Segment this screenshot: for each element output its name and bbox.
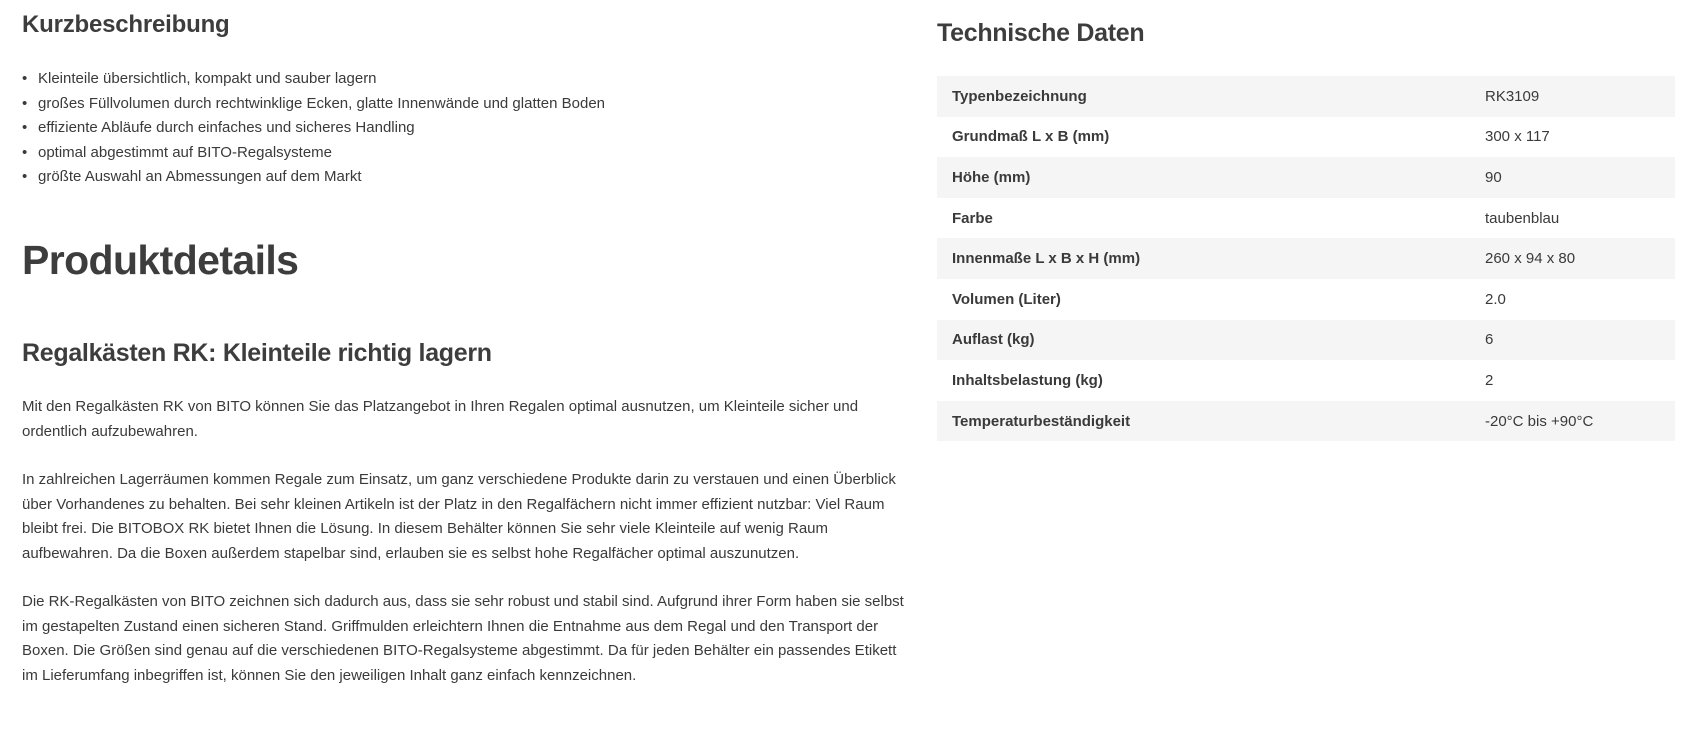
product-details-subheading: Regalkästen RK: Kleinteile richtig lagern	[22, 339, 492, 367]
spec-value: 6	[1470, 320, 1675, 361]
description-paragraph: In zahlreichen Lagerräumen kommen Regale zum Einsatz, um ganz verschiedene Produkte darin zu verstauen und einen Überblick über Vorhandenes zu behalten. Bei sehr kleinen Artikeln ist der Platz in den Regalfächern nicht immer effizient nutzbar: Viel Raum bleibt frei. Die BITOBOX RK bietet Ihnen die Lösung. In diesem Behälter können Sie sehr viele Kleinteile auf wenig Raum aufbewahren. Da die Boxen außerdem stapelbar sind, erlauben sie es selbst hohe Regalfächer optimal auszunutzen.	[22, 471, 896, 562]
bullet-icon: •	[22, 119, 28, 136]
spec-value: 90	[1470, 157, 1675, 198]
spec-value: 260 x 94 x 80	[1470, 238, 1675, 279]
bullet-icon: •	[22, 168, 28, 185]
spec-label: Typenbezeichnung	[937, 76, 1470, 117]
spec-label: Temperaturbeständigkeit	[937, 401, 1470, 442]
description-paragraph: Mit den Regalkästen RK von BITO können Sie das Platzangebot in Ihren Regalen optimal ausnutzen, um Kleinteile sicher und ordentlich aufzubewahren.	[22, 398, 859, 440]
list-item	[22, 141, 605, 166]
spec-label: Auflast (kg)	[937, 320, 1470, 361]
description-paragraph: Die RK-Regalkästen von BITO zeichnen sich dadurch aus, dass sie sehr robust und stabil sind. Aufgrund ihrer Form haben sie selbst im gestapelten Zustand einen sicheren Stand. Griffmulden erleichtern Ihnen die Entnahme aus dem Regal und den Transport der Boxen. Die Größen sind genau auf die verschiedenen BITO-Regalsysteme abgestimmt. Da für jeden Behälter ein passendes Etikett im Lieferumfang inbegriffen ist, können Sie den jeweiligen Inhalt ganz einfach kennzeichnen.	[22, 593, 904, 684]
spec-value: -20°C bis +90°C	[1470, 401, 1675, 442]
bullet-icon: •	[22, 143, 28, 161]
table-row	[937, 320, 1675, 361]
list-item	[22, 92, 605, 117]
spec-label: Inhaltsbelastung (kg)	[937, 360, 1470, 401]
spec-value: taubenblau	[1470, 198, 1675, 239]
feature-list	[22, 67, 605, 190]
spec-label: Höhe (mm)	[937, 157, 1470, 198]
list-item	[22, 67, 605, 92]
table-row	[937, 279, 1675, 320]
bullet-icon: •	[22, 70, 28, 87]
spec-label: Innenmaße L x B x H (mm)	[937, 238, 1470, 279]
feature-text: größte Auswahl an Abmessungen auf dem Markt	[38, 168, 362, 185]
list-item	[22, 116, 605, 141]
table-row	[937, 401, 1675, 442]
table-row	[937, 76, 1675, 117]
feature-text: effiziente Abläufe durch einfaches und sicheres Handling	[38, 119, 415, 136]
spec-label: Grundmaß L x B (mm)	[937, 117, 1470, 158]
table-row	[937, 360, 1675, 401]
product-details-heading: Produktdetails	[22, 237, 299, 283]
list-item	[22, 165, 605, 190]
technical-data-heading: Technische Daten	[937, 19, 1145, 47]
short-description-heading: Kurzbeschreibung	[22, 11, 230, 38]
technical-data-table	[937, 76, 1675, 441]
bullet-icon: •	[22, 94, 28, 112]
spec-value: RK3109	[1470, 76, 1675, 117]
feature-text: optimal abgestimmt auf BITO-Regalsysteme	[38, 143, 333, 161]
table-row	[937, 157, 1675, 198]
feature-text: großes Füllvolumen durch rechtwinklige Ecken, glatte Innenwände und glatten Boden	[38, 94, 606, 112]
table-row	[937, 198, 1675, 239]
spec-value: 2.0	[1470, 279, 1675, 320]
feature-text: Kleinteile übersichtlich, kompakt und sauber lagern	[38, 70, 377, 87]
table-row	[937, 117, 1675, 158]
table-row	[937, 238, 1675, 279]
spec-label: Volumen (Liter)	[937, 279, 1470, 320]
spec-value: 300 x 117	[1470, 117, 1675, 158]
spec-label: Farbe	[937, 198, 1470, 239]
spec-value: 2	[1470, 360, 1675, 401]
